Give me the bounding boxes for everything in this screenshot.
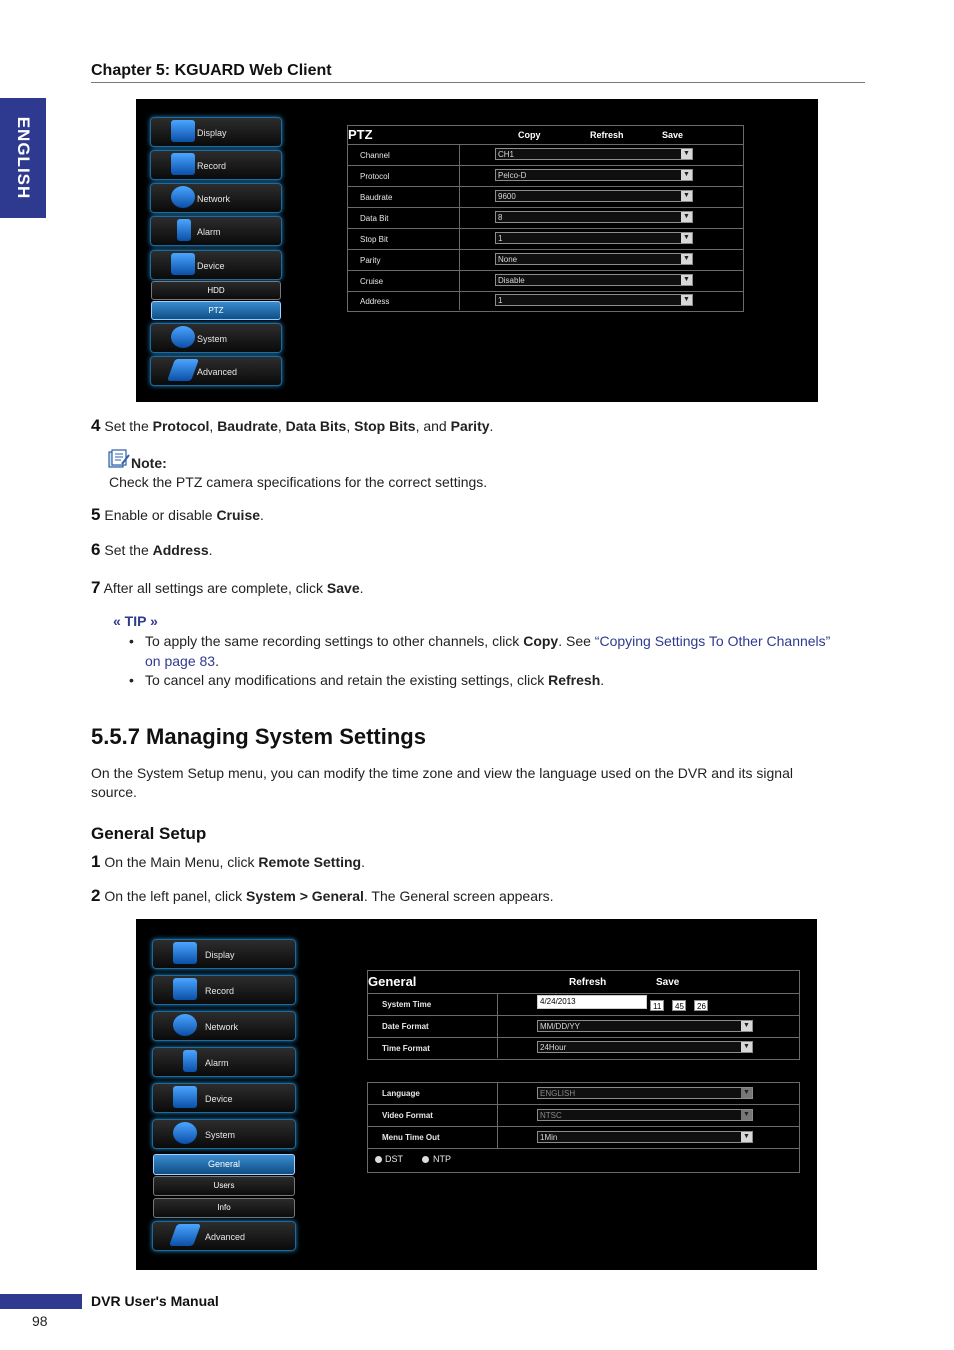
video-format-select[interactable]: NTSC ▼ — [537, 1109, 753, 1121]
menu-timeout-select[interactable]: 1Min ▼ — [537, 1131, 753, 1143]
bullet-dot: • — [129, 672, 134, 688]
dst-label: DST — [385, 1154, 403, 1164]
row-date-format — [368, 1016, 799, 1038]
nav-label: System — [197, 334, 228, 344]
step-6: 6 Set the Address. — [91, 540, 213, 559]
language-tab — [0, 98, 46, 218]
ptz-panel-header — [348, 126, 743, 145]
chevron-down-icon: ▼ — [681, 149, 692, 159]
address-select[interactable]: 1 ▼ — [495, 294, 693, 306]
chevron-down-icon: ▼ — [681, 191, 692, 201]
chevron-down-icon: ▼ — [741, 1088, 752, 1098]
nav-label: Device — [205, 1094, 233, 1104]
general-screenshot — [136, 919, 817, 1270]
nav-label: Display — [205, 950, 235, 960]
ptz-row-cruise — [348, 271, 743, 292]
row-label: Date Format — [382, 1022, 429, 1031]
stopbit-select[interactable]: 1 ▼ — [495, 232, 693, 244]
section-intro-2: source. — [91, 784, 137, 800]
chevron-down-icon: ▼ — [681, 295, 692, 305]
footer-bar — [0, 1294, 82, 1309]
row-language — [368, 1083, 799, 1105]
alarm-icon — [183, 1050, 197, 1072]
tip-label: « TIP » — [113, 613, 158, 629]
row-label: Video Format — [382, 1111, 433, 1120]
nav-label: Record — [205, 986, 235, 996]
alarm-icon — [177, 219, 191, 241]
page-number: 98 — [32, 1313, 48, 1329]
dst-radio[interactable] — [375, 1156, 382, 1163]
nav-system[interactable] — [152, 1119, 296, 1149]
ptz-row-protocol — [348, 166, 743, 187]
step-4: 4 Set the Protocol, Baudrate, Data Bits, Stop Bits, and Parity. — [91, 416, 494, 435]
nav-advanced[interactable] — [152, 1221, 296, 1251]
nav-label: Display — [197, 128, 227, 138]
chevron-down-icon: ▼ — [741, 1110, 752, 1120]
step-1: 1 On the Main Menu, click Remote Setting. — [91, 852, 365, 871]
nav-label: Network — [197, 194, 231, 204]
ptz-row-databit — [348, 208, 743, 229]
nav-system[interactable] — [150, 323, 282, 353]
row-label: Stop Bit — [360, 235, 389, 244]
tools-icon — [167, 359, 199, 381]
note-icon — [108, 449, 130, 468]
language-select[interactable]: ENGLISH ▼ — [537, 1087, 753, 1099]
row-label: Baudrate — [360, 193, 393, 202]
device-icon — [173, 1086, 197, 1108]
network-icon — [173, 1014, 197, 1036]
baudrate-select[interactable]: 9600 ▼ — [495, 190, 693, 202]
row-dst-ntp — [368, 1149, 799, 1171]
chevron-down-icon: ▼ — [681, 233, 692, 243]
nav-label: Alarm — [197, 227, 221, 237]
step-7: 7 After all settings are complete, click Save. — [91, 578, 364, 597]
ptz-row-channel — [348, 145, 743, 166]
ptz-row-stopbit — [348, 229, 743, 250]
row-label: Menu Time Out — [382, 1133, 440, 1142]
row-label: Language — [382, 1089, 420, 1098]
panel-title: PTZ — [348, 127, 373, 142]
note-title: Note: — [131, 455, 167, 471]
ntp-label: NTP — [433, 1154, 451, 1164]
tip-bullet-2: To cancel any modifications and retain the existing settings, click Refresh. — [145, 672, 605, 688]
nav-label: Device — [197, 261, 225, 271]
bullet-dot: • — [129, 633, 134, 649]
header-divider — [91, 82, 865, 83]
refresh-button[interactable]: Refresh — [590, 130, 624, 140]
second-field[interactable]: 26 — [694, 1000, 708, 1011]
note-text: Check the PTZ camera specifications for the correct settings. — [109, 474, 488, 490]
nav-display[interactable] — [152, 939, 296, 969]
panel-title: General — [368, 974, 417, 989]
row-label: Data Bit — [360, 214, 389, 223]
chevron-down-icon: ▼ — [681, 212, 692, 222]
general-panel — [367, 970, 800, 1060]
copy-button[interactable]: Copy — [518, 130, 541, 140]
monitor-icon — [173, 942, 197, 964]
nav-record[interactable] — [152, 975, 296, 1005]
row-menu-timeout — [368, 1127, 799, 1149]
nav-advanced[interactable] — [150, 356, 282, 386]
ptz-panel — [347, 125, 744, 312]
parity-select[interactable]: None ▼ — [495, 253, 693, 265]
gear-icon — [171, 326, 195, 348]
chevron-down-icon: ▼ — [741, 1021, 752, 1031]
row-time-format — [368, 1038, 799, 1058]
nav-alarm[interactable] — [152, 1047, 296, 1077]
section-heading: 5.5.7 Managing System Settings — [91, 724, 426, 749]
time-format-select[interactable]: 24Hour ▼ — [537, 1041, 753, 1053]
step-2: 2 On the left panel, click System > General. The General screen appears. — [91, 886, 554, 905]
page-83-link[interactable]: on page 83 — [145, 653, 216, 669]
section-intro-1: On the System Setup menu, you can modify the time zone and view the language used on the DVR and its signal — [91, 765, 793, 781]
row-label: Parity — [360, 256, 381, 265]
copy-settings-link[interactable]: “Copying Settings To Other Channels” — [594, 633, 831, 649]
tip-bullet-1: To apply the same recording settings to other channels, click Copy. See “Copying Settings To Other Channels” — [145, 633, 831, 649]
row-label: Protocol — [360, 172, 390, 181]
step-5: 5 Enable or disable Cruise. — [91, 505, 264, 524]
row-label: Channel — [360, 151, 390, 160]
ptz-screenshot — [136, 99, 818, 402]
save-button[interactable]: Save — [662, 130, 684, 140]
save-button[interactable]: Save — [656, 977, 680, 988]
nav-network[interactable] — [152, 1011, 296, 1041]
nav-sub-ptz[interactable]: PTZ — [151, 301, 281, 320]
nav-label: Network — [205, 1022, 239, 1032]
channel-select[interactable]: CH1 ▼ — [495, 148, 693, 160]
chevron-down-icon: ▼ — [741, 1132, 752, 1142]
nav-sub-general[interactable]: General — [153, 1154, 295, 1175]
date-field[interactable]: 4/24/2013 — [537, 995, 647, 1009]
ptz-row-address — [348, 291, 743, 310]
nav-network[interactable] — [150, 183, 282, 213]
refresh-button[interactable]: Refresh — [569, 977, 607, 988]
general-panel-header — [368, 971, 799, 994]
ntp-radio[interactable] — [422, 1156, 429, 1163]
language-tab-label: ENGLISH — [14, 116, 33, 200]
row-label: Cruise — [360, 277, 384, 286]
nav-sub-hdd[interactable]: HDD — [151, 281, 281, 300]
nav-display[interactable] — [150, 117, 282, 147]
nav-label: Alarm — [205, 1058, 229, 1068]
ptz-row-parity — [348, 250, 743, 271]
nav-device[interactable] — [152, 1083, 296, 1113]
record-icon — [171, 153, 195, 175]
monitor-icon — [171, 120, 195, 142]
chevron-down-icon: ▼ — [681, 254, 692, 264]
nav-record[interactable] — [150, 150, 282, 180]
row-label: System Time — [382, 1000, 432, 1009]
tools-icon — [169, 1224, 201, 1246]
general-panel-2 — [367, 1082, 800, 1173]
cruise-select[interactable]: Disable ▼ — [495, 274, 693, 286]
ptz-row-baudrate — [348, 187, 743, 208]
network-icon — [171, 186, 195, 208]
nav-alarm[interactable] — [150, 216, 282, 246]
nav-sub-info[interactable]: Info — [153, 1198, 295, 1218]
hour-field[interactable]: 11 — [650, 1000, 664, 1011]
gear-icon — [173, 1122, 197, 1144]
nav-label: Record — [197, 161, 227, 171]
nav-label: Advanced — [205, 1232, 246, 1242]
row-system-time — [368, 994, 799, 1016]
row-label: Time Format — [382, 1044, 430, 1053]
databit-select[interactable]: 8 ▼ — [495, 211, 693, 223]
row-label: Address — [360, 297, 390, 306]
footer-manual-title: DVR User's Manual — [91, 1293, 219, 1309]
chevron-down-icon: ▼ — [681, 275, 692, 285]
date-format-select[interactable]: MM/DD/YY ▼ — [537, 1020, 753, 1032]
chapter-title: Chapter 5: KGUARD Web Client — [91, 62, 332, 79]
record-icon — [173, 978, 197, 1000]
nav-label: Advanced — [197, 367, 238, 377]
device-icon — [171, 253, 195, 275]
row-video-format — [368, 1105, 799, 1127]
tip-bullet-1-cont: on page 83. — [145, 653, 219, 669]
subsection-heading: General Setup — [91, 824, 207, 843]
nav-sub-users[interactable]: Users — [153, 1176, 295, 1196]
chevron-down-icon: ▼ — [681, 170, 692, 180]
protocol-select[interactable]: Pelco-D ▼ — [495, 169, 693, 181]
nav-label: System — [205, 1130, 236, 1140]
chevron-down-icon: ▼ — [741, 1042, 752, 1052]
nav-device[interactable] — [150, 250, 282, 280]
minute-field[interactable]: 45 — [672, 1000, 686, 1011]
